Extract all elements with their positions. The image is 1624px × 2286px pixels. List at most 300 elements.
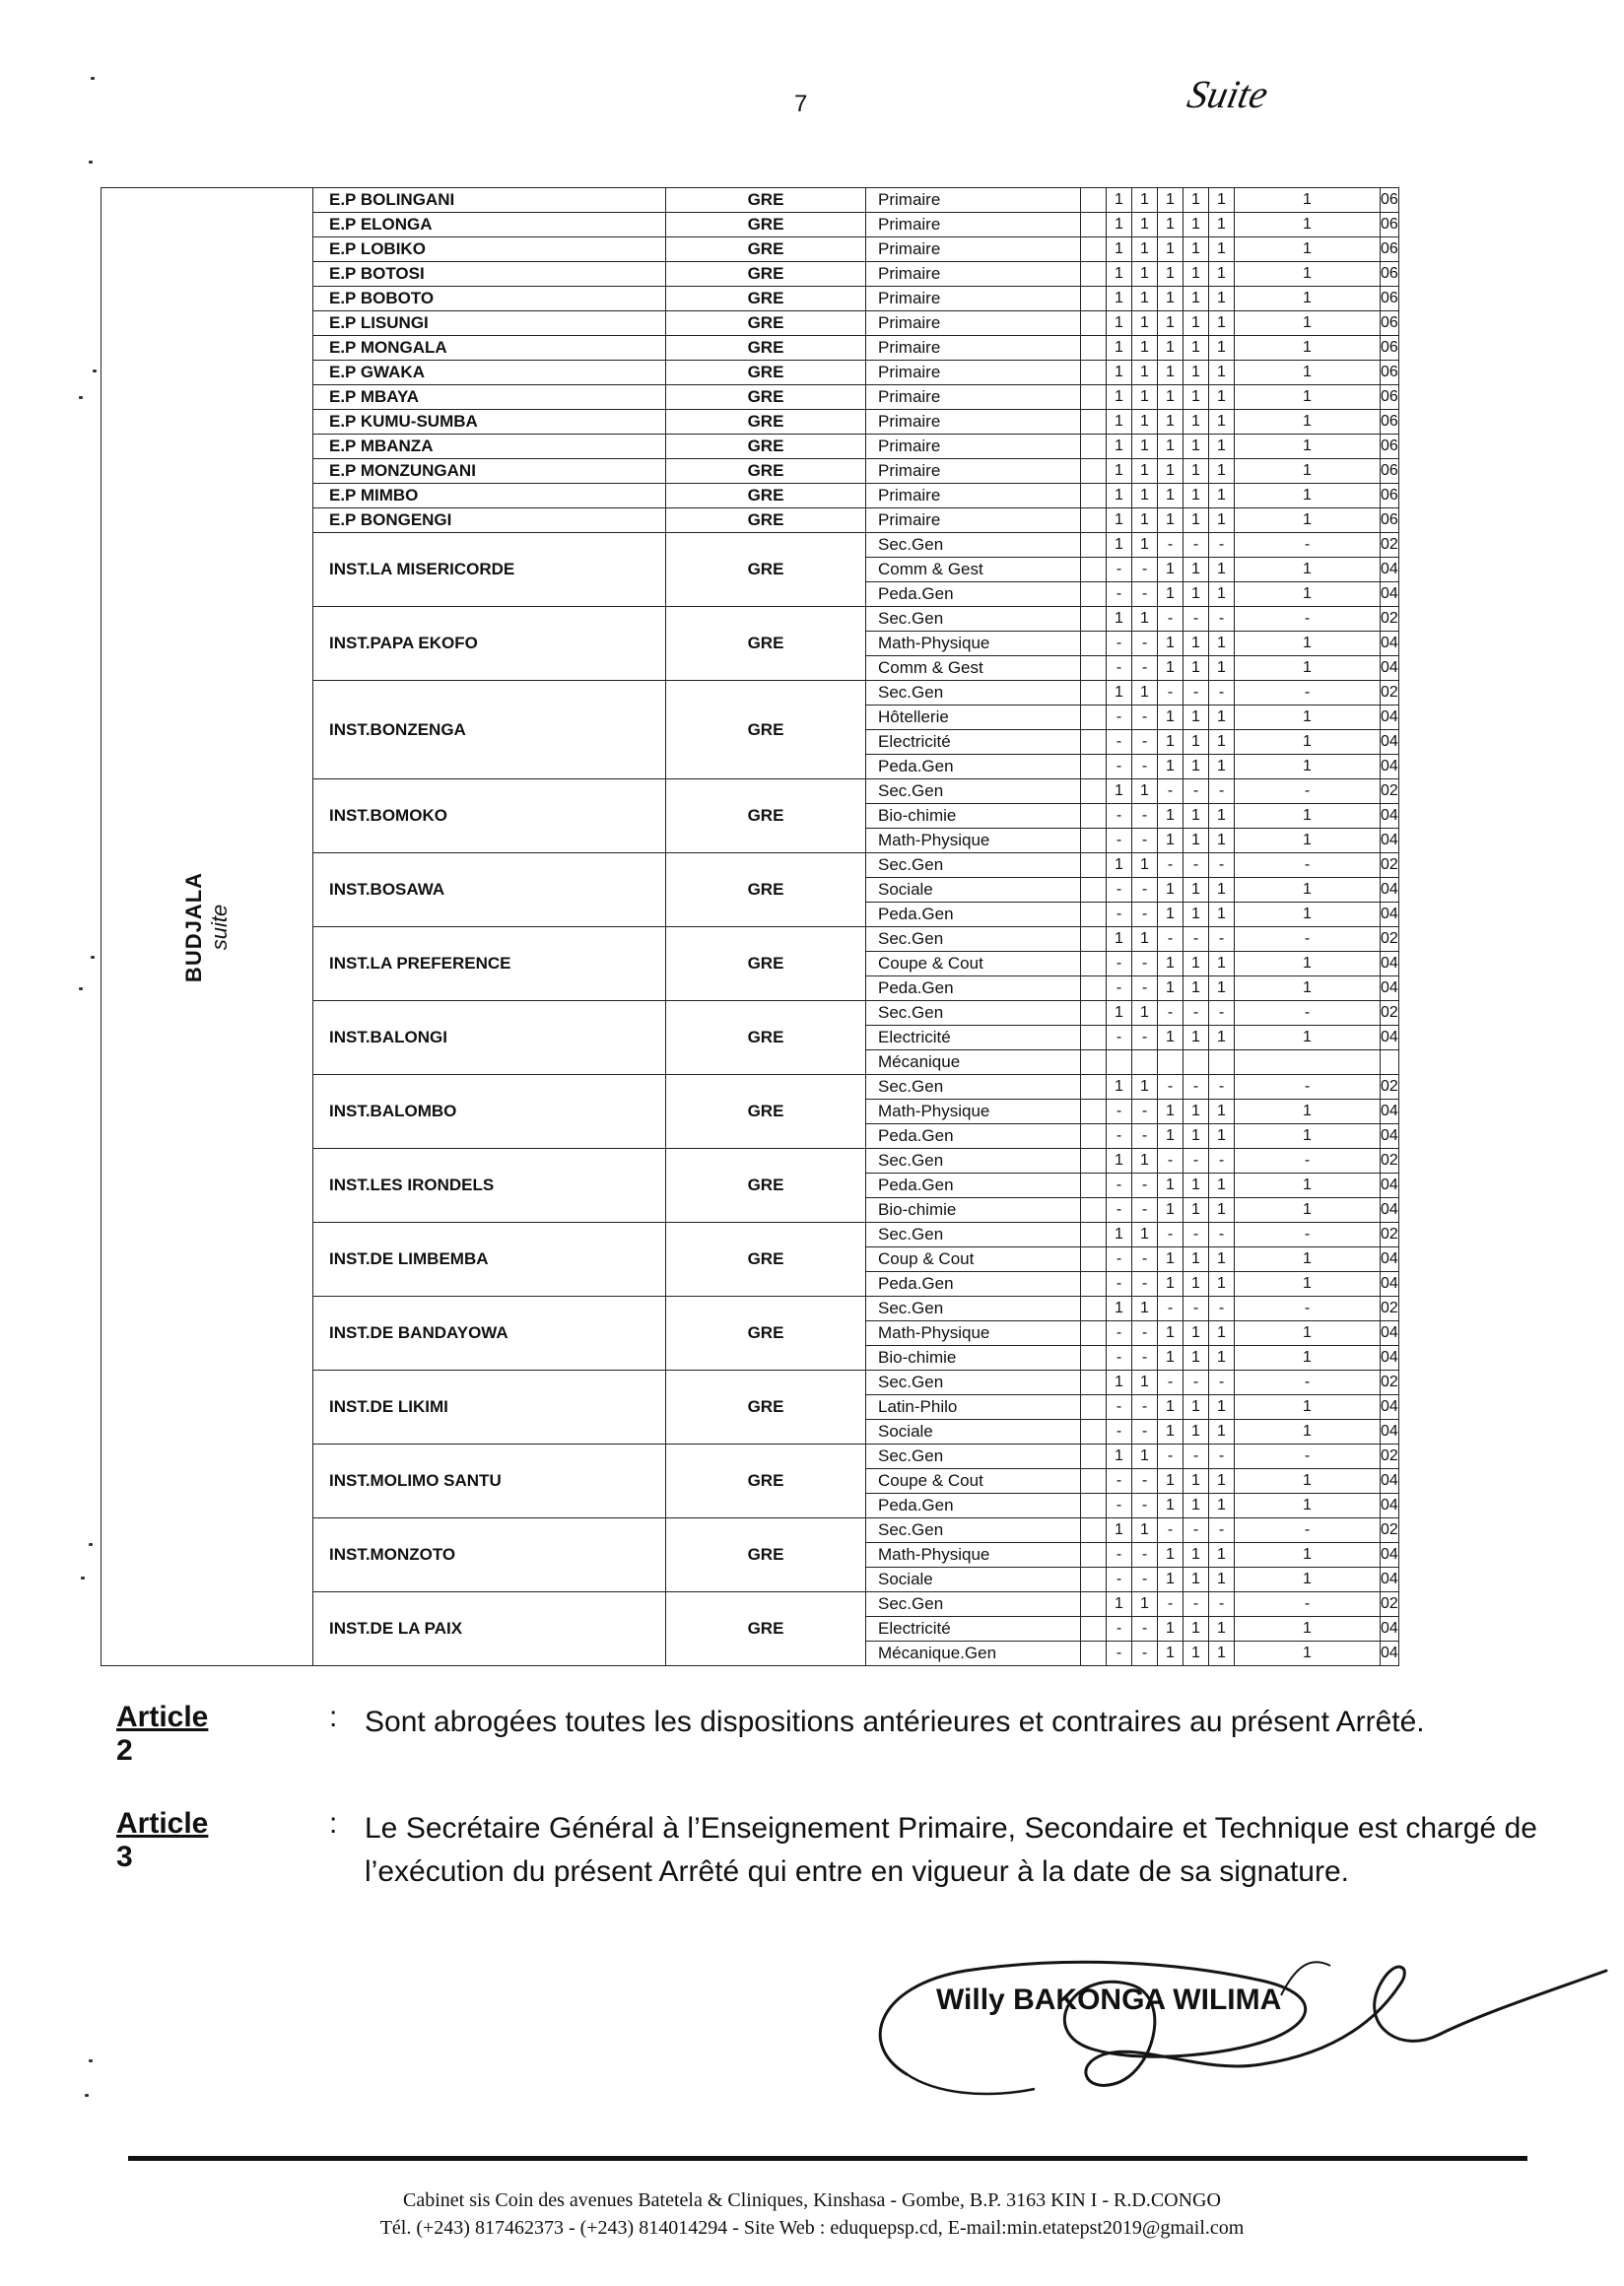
class-count: 1 (1158, 287, 1184, 311)
section-name: Primaire (866, 508, 1081, 533)
article-number: 2 (116, 1734, 133, 1767)
section-name: Primaire (866, 484, 1081, 508)
blank-cell (1081, 1223, 1107, 1247)
class-count: - (1132, 1568, 1158, 1592)
class-count: 1 (1209, 558, 1235, 582)
section-name: Hôtellerie (866, 706, 1081, 730)
class-count: 1 (1107, 213, 1132, 237)
section-name: Math-Physique (866, 1543, 1081, 1568)
network-code: GRE (666, 262, 866, 287)
network-code: GRE (666, 1371, 866, 1445)
school-name: E.P MIMBO (313, 484, 666, 508)
total-count: 06 (1381, 361, 1399, 385)
class-count: 1 (1235, 903, 1381, 927)
class-count: 1 (1184, 952, 1209, 976)
school-name: INST.DE BANDAYOWA (313, 1297, 666, 1371)
blank-cell (1081, 1543, 1107, 1568)
school-name: INST.LA PREFERENCE (313, 927, 666, 1001)
class-count: 1 (1158, 435, 1184, 459)
class-count: - (1235, 779, 1381, 804)
class-count: - (1107, 632, 1132, 656)
class-count: - (1107, 1247, 1132, 1272)
total-count: 04 (1381, 1568, 1399, 1592)
blank-cell (1081, 878, 1107, 903)
class-count (1235, 1050, 1381, 1075)
class-count: - (1209, 681, 1235, 706)
class-count: 1 (1184, 976, 1209, 1001)
class-count: - (1132, 582, 1158, 607)
class-count: - (1235, 533, 1381, 558)
class-count (1158, 1050, 1184, 1075)
class-count: 1 (1107, 361, 1132, 385)
scan-speck (91, 956, 95, 959)
class-count: 1 (1209, 1026, 1235, 1050)
class-count: - (1132, 755, 1158, 779)
section-name: Peda.Gen (866, 976, 1081, 1001)
class-count: - (1107, 1494, 1132, 1518)
class-count: 1 (1209, 484, 1235, 508)
total-count: 06 (1381, 410, 1399, 435)
article-colon: : (329, 1807, 338, 1840)
class-count: 1 (1209, 385, 1235, 410)
network-code: GRE (666, 1001, 866, 1075)
total-count: 02 (1381, 1592, 1399, 1617)
class-count: - (1158, 607, 1184, 632)
class-count: 1 (1235, 1568, 1381, 1592)
class-count: 1 (1158, 976, 1184, 1001)
class-count: - (1184, 533, 1209, 558)
signatory-name: Willy BAKONGA WILIMA (936, 1983, 1282, 2016)
class-count: 1 (1158, 706, 1184, 730)
class-count: - (1107, 1395, 1132, 1420)
class-count: - (1132, 1617, 1158, 1642)
total-count: 04 (1381, 903, 1399, 927)
class-count: 1 (1158, 336, 1184, 361)
blank-cell (1081, 829, 1107, 853)
scan-speck (89, 1543, 93, 1546)
class-count: - (1209, 1001, 1235, 1026)
class-count: 1 (1235, 188, 1381, 213)
class-count: - (1107, 730, 1132, 755)
class-count: 1 (1209, 435, 1235, 459)
class-count: 1 (1184, 1617, 1209, 1642)
blank-cell (1081, 1420, 1107, 1445)
class-count: 1 (1235, 508, 1381, 533)
network-code: GRE (666, 779, 866, 853)
total-count: 04 (1381, 976, 1399, 1001)
class-count: 1 (1209, 1174, 1235, 1198)
class-count: - (1184, 853, 1209, 878)
total-count: 04 (1381, 706, 1399, 730)
section-name: Sec.Gen (866, 1371, 1081, 1395)
class-count: 1 (1132, 287, 1158, 311)
class-count: 1 (1184, 1321, 1209, 1346)
blank-cell (1081, 1100, 1107, 1124)
class-count: 1 (1158, 1100, 1184, 1124)
class-count: 1 (1235, 706, 1381, 730)
class-count: 1 (1158, 878, 1184, 903)
class-count: 1 (1235, 484, 1381, 508)
class-count: 1 (1158, 1247, 1184, 1272)
class-count: 1 (1158, 311, 1184, 336)
total-count: 04 (1381, 1124, 1399, 1149)
class-count: 1 (1132, 927, 1158, 952)
class-count: 1 (1158, 484, 1184, 508)
section-name: Primaire (866, 213, 1081, 237)
blank-cell (1081, 1617, 1107, 1642)
network-code: GRE (666, 1075, 866, 1149)
table-row (102, 188, 1399, 213)
class-count: 1 (1235, 1543, 1381, 1568)
blank-cell (1081, 632, 1107, 656)
scan-speck (89, 161, 93, 164)
class-count: 1 (1158, 237, 1184, 262)
blank-cell (1081, 1272, 1107, 1297)
class-count: 1 (1209, 1321, 1235, 1346)
section-name: Primaire (866, 188, 1081, 213)
class-count: 1 (1184, 1174, 1209, 1198)
class-count: 1 (1132, 853, 1158, 878)
section-name: Sec.Gen (866, 1223, 1081, 1247)
class-count: - (1184, 1223, 1209, 1247)
class-count: 1 (1209, 632, 1235, 656)
class-count: 1 (1209, 1395, 1235, 1420)
section-name: Math-Physique (866, 632, 1081, 656)
class-count: - (1235, 1001, 1381, 1026)
network-code: GRE (666, 1149, 866, 1223)
class-count: 1 (1158, 1346, 1184, 1371)
footer-contact: Tél. (+243) 817462373 - (+243) 814014294 - Site Web : eduquepsp.cd, E-mail:min.etatepst2019@gmail.com (379, 2217, 1245, 2239)
blank-cell (1081, 681, 1107, 706)
blank-cell (1081, 976, 1107, 1001)
class-count: 1 (1107, 484, 1132, 508)
total-count: 04 (1381, 1272, 1399, 1297)
class-count: - (1107, 1174, 1132, 1198)
class-count: 1 (1209, 213, 1235, 237)
class-count: 1 (1235, 361, 1381, 385)
network-code: GRE (666, 607, 866, 681)
class-count: - (1158, 1518, 1184, 1543)
class-count: - (1107, 1617, 1132, 1642)
class-count: 1 (1184, 632, 1209, 656)
class-count: 1 (1209, 262, 1235, 287)
class-count: - (1158, 779, 1184, 804)
scan-speck (89, 2059, 93, 2062)
section-name: Sec.Gen (866, 1445, 1081, 1469)
network-code: GRE (666, 361, 866, 385)
total-count: 04 (1381, 829, 1399, 853)
blank-cell (1081, 656, 1107, 681)
blank-cell (1081, 1026, 1107, 1050)
school-name: E.P BOTOSI (313, 262, 666, 287)
class-count: 1 (1158, 1420, 1184, 1445)
class-count: 1 (1184, 336, 1209, 361)
class-count: 1 (1235, 1617, 1381, 1642)
total-count: 04 (1381, 1395, 1399, 1420)
class-count: 1 (1107, 607, 1132, 632)
continuation-mark: Suite (1184, 72, 1272, 116)
class-count: - (1209, 1518, 1235, 1543)
class-count: 1 (1209, 1469, 1235, 1494)
section-name: Sec.Gen (866, 853, 1081, 878)
class-count: - (1107, 1469, 1132, 1494)
class-count: 1 (1107, 410, 1132, 435)
blank-cell (1081, 1592, 1107, 1617)
network-code: GRE (666, 213, 866, 237)
class-count (1132, 1050, 1158, 1075)
class-count: - (1158, 927, 1184, 952)
class-count: - (1107, 1642, 1132, 1666)
class-count: - (1132, 976, 1158, 1001)
school-name: E.P BONGENGI (313, 508, 666, 533)
section-name: Coup & Cout (866, 1247, 1081, 1272)
blank-cell (1081, 853, 1107, 878)
class-count: 1 (1184, 1026, 1209, 1050)
section-name: Primaire (866, 385, 1081, 410)
class-count: - (1158, 533, 1184, 558)
class-count: - (1209, 853, 1235, 878)
class-count: 1 (1107, 1592, 1132, 1617)
class-count: 1 (1132, 1518, 1158, 1543)
class-count: 1 (1184, 558, 1209, 582)
class-count: - (1132, 1642, 1158, 1666)
class-count: - (1158, 1223, 1184, 1247)
class-count: 1 (1158, 1494, 1184, 1518)
class-count: 1 (1184, 213, 1209, 237)
class-count: - (1132, 558, 1158, 582)
section-name: Mécanique.Gen (866, 1642, 1081, 1666)
blank-cell (1081, 1568, 1107, 1592)
blank-cell (1081, 607, 1107, 632)
network-code: GRE (666, 508, 866, 533)
total-count: 04 (1381, 1247, 1399, 1272)
class-count: 1 (1235, 656, 1381, 681)
class-count: - (1132, 1494, 1158, 1518)
blank-cell (1081, 336, 1107, 361)
class-count: - (1107, 804, 1132, 829)
class-count: 1 (1184, 361, 1209, 385)
class-count: 1 (1158, 1469, 1184, 1494)
total-count: 04 (1381, 1198, 1399, 1223)
class-count: 1 (1158, 1395, 1184, 1420)
class-count: 1 (1158, 1272, 1184, 1297)
class-count: 1 (1158, 1321, 1184, 1346)
blank-cell (1081, 706, 1107, 730)
class-count: - (1107, 829, 1132, 853)
class-count: 1 (1184, 1420, 1209, 1445)
total-count: 04 (1381, 1543, 1399, 1568)
section-name: Primaire (866, 287, 1081, 311)
section-name: Peda.Gen (866, 755, 1081, 779)
blank-cell (1081, 730, 1107, 755)
scan-speck (85, 2094, 89, 2097)
class-count: 1 (1184, 804, 1209, 829)
class-count: - (1209, 1371, 1235, 1395)
class-count: 1 (1132, 607, 1158, 632)
class-count: 1 (1158, 459, 1184, 484)
section-name: Coupe & Cout (866, 952, 1081, 976)
section-name: Sec.Gen (866, 1297, 1081, 1321)
class-count: - (1132, 632, 1158, 656)
class-count: - (1158, 853, 1184, 878)
section-name: Electricité (866, 730, 1081, 755)
section-name: Sociale (866, 878, 1081, 903)
class-count: 1 (1158, 952, 1184, 976)
class-count: 1 (1158, 558, 1184, 582)
footer-rule (128, 2156, 1527, 2161)
class-count: - (1107, 1100, 1132, 1124)
class-count: 1 (1158, 262, 1184, 287)
school-name: E.P LISUNGI (313, 311, 666, 336)
class-count: 1 (1107, 336, 1132, 361)
class-count: - (1107, 1198, 1132, 1223)
network-code: GRE (666, 435, 866, 459)
blank-cell (1081, 1518, 1107, 1543)
blank-cell (1081, 927, 1107, 952)
class-count: 1 (1209, 311, 1235, 336)
class-count: - (1107, 952, 1132, 976)
class-count: - (1209, 1297, 1235, 1321)
blank-cell (1081, 533, 1107, 558)
school-name: INST.LA MISERICORDE (313, 533, 666, 607)
class-count: 1 (1184, 1568, 1209, 1592)
class-count: 1 (1235, 1026, 1381, 1050)
class-count: 1 (1209, 656, 1235, 681)
class-count: 1 (1184, 410, 1209, 435)
class-count: 1 (1158, 410, 1184, 435)
blank-cell (1081, 459, 1107, 484)
network-code: GRE (666, 336, 866, 361)
class-count: 1 (1235, 1124, 1381, 1149)
school-name: INST.BALOMBO (313, 1075, 666, 1149)
total-count: 06 (1381, 188, 1399, 213)
class-count: 1 (1107, 1297, 1132, 1321)
handwritten-signature (847, 1926, 1616, 2123)
class-count: - (1209, 1592, 1235, 1617)
network-code: GRE (666, 533, 866, 607)
class-count: 1 (1132, 361, 1158, 385)
class-count: 1 (1184, 656, 1209, 681)
class-count: 1 (1209, 878, 1235, 903)
class-count: 1 (1132, 1445, 1158, 1469)
total-count: 02 (1381, 779, 1399, 804)
blank-cell (1081, 410, 1107, 435)
class-count: 1 (1158, 804, 1184, 829)
class-count: 1 (1184, 1642, 1209, 1666)
class-count: - (1107, 1124, 1132, 1149)
class-count: 1 (1184, 1198, 1209, 1223)
blank-cell (1081, 755, 1107, 779)
section-name: Math-Physique (866, 1100, 1081, 1124)
class-count: 1 (1184, 1469, 1209, 1494)
blank-cell (1081, 1149, 1107, 1174)
schools-table (101, 187, 1399, 1666)
article-text: Le Secrétaire Général à l’Enseignement Primaire, Secondaire et Technique est chargé de l’exécution du présent Arrêté qui entre en vigueur à la date de sa signature. (365, 1812, 1537, 1888)
class-count: 1 (1107, 385, 1132, 410)
total-count: 02 (1381, 1001, 1399, 1026)
class-count: 1 (1107, 435, 1132, 459)
blank-cell (1081, 1321, 1107, 1346)
article-number: 3 (116, 1841, 133, 1873)
network-code: GRE (666, 681, 866, 779)
class-count: - (1235, 1297, 1381, 1321)
blank-cell (1081, 1198, 1107, 1223)
total-count: 04 (1381, 755, 1399, 779)
network-code: GRE (666, 410, 866, 435)
class-count: 1 (1235, 410, 1381, 435)
article-colon: : (329, 1701, 338, 1733)
class-count: - (1132, 1395, 1158, 1420)
class-count: 1 (1209, 582, 1235, 607)
class-count: 1 (1235, 878, 1381, 903)
class-count: - (1158, 681, 1184, 706)
total-count: 02 (1381, 927, 1399, 952)
blank-cell (1081, 1642, 1107, 1666)
section-name: Sec.Gen (866, 779, 1081, 804)
class-count: 1 (1107, 311, 1132, 336)
scan-speck (79, 987, 83, 990)
class-count: - (1184, 1371, 1209, 1395)
class-count: 1 (1209, 410, 1235, 435)
school-name: E.P KUMU-SUMBA (313, 410, 666, 435)
class-count: 1 (1184, 878, 1209, 903)
class-count: - (1158, 1297, 1184, 1321)
total-count: 06 (1381, 336, 1399, 361)
class-count: - (1235, 681, 1381, 706)
school-name: INST.MOLIMO SANTU (313, 1445, 666, 1518)
total-count: 06 (1381, 459, 1399, 484)
total-count: 04 (1381, 1617, 1399, 1642)
class-count: 1 (1184, 1100, 1209, 1124)
class-count: 1 (1209, 287, 1235, 311)
class-count: - (1209, 927, 1235, 952)
class-count: 1 (1184, 1543, 1209, 1568)
signature-block (847, 1926, 1616, 2123)
class-count: 1 (1235, 1321, 1381, 1346)
class-count: 1 (1132, 262, 1158, 287)
class-count: 1 (1107, 188, 1132, 213)
section-name: Primaire (866, 361, 1081, 385)
class-count: - (1235, 607, 1381, 632)
class-count: - (1132, 1420, 1158, 1445)
region-note: suite (207, 904, 232, 950)
class-count: 1 (1132, 213, 1158, 237)
class-count: 1 (1209, 188, 1235, 213)
class-count: - (1107, 1272, 1132, 1297)
class-count: - (1184, 1592, 1209, 1617)
class-count: - (1235, 1518, 1381, 1543)
class-count: - (1158, 1001, 1184, 1026)
class-count: 1 (1107, 1075, 1132, 1100)
class-count: 1 (1184, 262, 1209, 287)
network-code: GRE (666, 927, 866, 1001)
class-count: 1 (1132, 237, 1158, 262)
class-count: 1 (1184, 1494, 1209, 1518)
class-count: 1 (1107, 779, 1132, 804)
class-count: - (1209, 1223, 1235, 1247)
class-count: 1 (1184, 508, 1209, 533)
class-count: 1 (1209, 829, 1235, 853)
section-name: Primaire (866, 410, 1081, 435)
class-count: 1 (1209, 508, 1235, 533)
class-count: - (1158, 1592, 1184, 1617)
class-count: 1 (1235, 952, 1381, 976)
blank-cell (1081, 508, 1107, 533)
section-name: Primaire (866, 262, 1081, 287)
class-count: 1 (1209, 1346, 1235, 1371)
class-count: 1 (1209, 459, 1235, 484)
class-count: 1 (1158, 582, 1184, 607)
